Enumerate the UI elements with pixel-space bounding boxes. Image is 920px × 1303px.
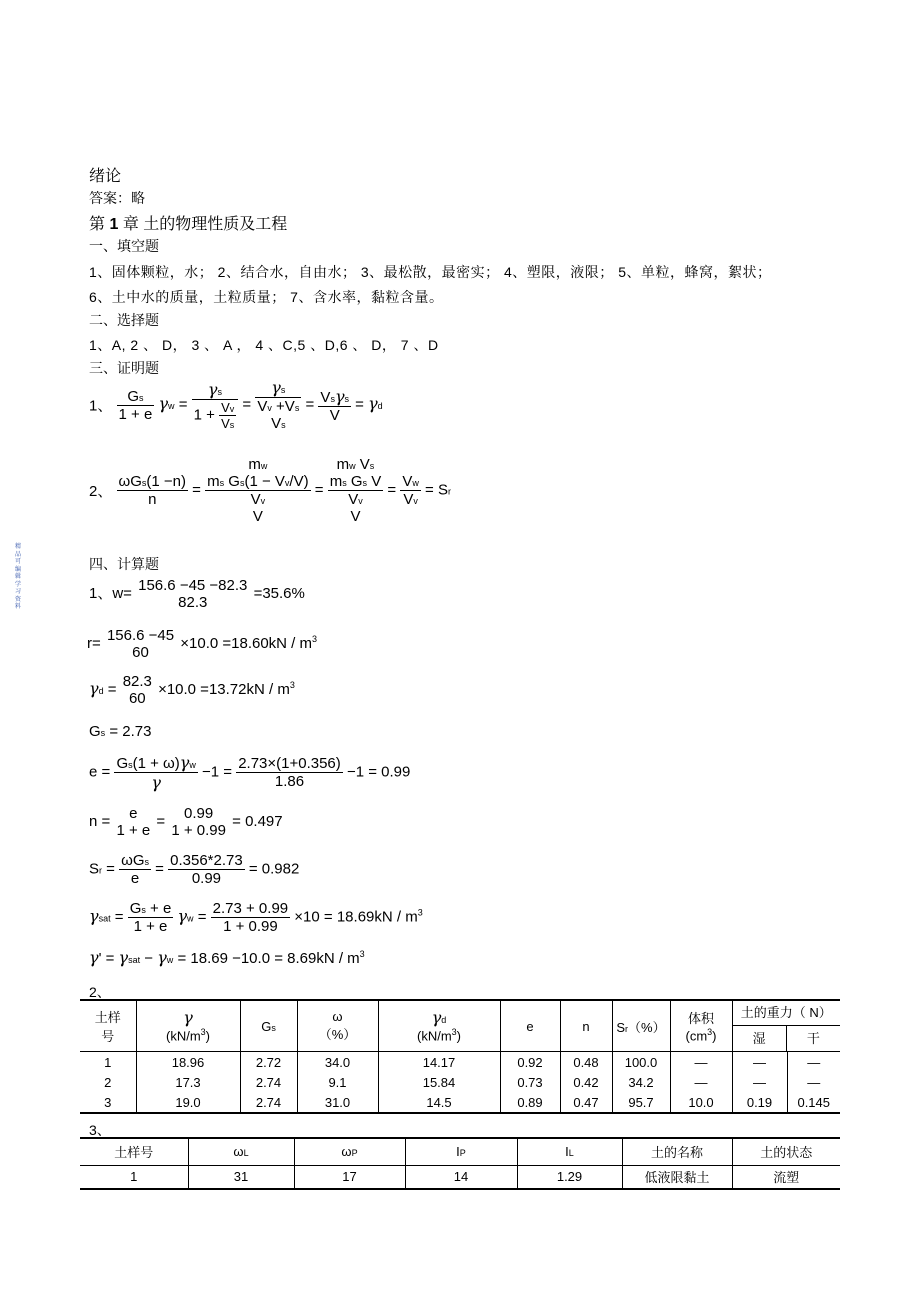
- section-choice: 二、选择题: [89, 312, 159, 328]
- calc-w: 1、w= 156.6 −45 −82.3 82.3 =35.6%: [89, 577, 305, 611]
- table2-row: 1 18.96 2.72 34.0 14.17 0.92 0.48 100.0 — — —: [80, 1052, 840, 1073]
- soil-table-3: [80, 1137, 840, 1190]
- calc-sr: Sr = $\frac{\text{ωGs}}{e}$ = $\frac{0.356*2.73}{0.99}$ = 0.982: [89, 852, 300, 887]
- soil-table-2: [80, 999, 840, 1114]
- proof-2: 2、 $\frac{\text{ωGs(1 −n)}}{n}$ = mw ms Gs(1 − Vv/V) Vv V = mw Vs ms Gs V Vv V = $\frac{Vw}{Vv}$ = Sr: [89, 456, 451, 525]
- chapter-title: 第 1 章 土的物理性质及工程: [89, 216, 288, 233]
- table2-header: 土样 号 γ $(kN/m^3)$ Gs ω （%） γd $(kN/m^3)$ e n Sr（%） 体积 $(cm^3)$ 土的重力（ N） 湿 干: [80, 1000, 840, 1052]
- fill-answers-1: 1、固体颗粒，水； 2、结合水，自由水； 3、最松散，最密实； 4、塑限，液限； 5、单粒，蜂窝，絮状；: [89, 264, 772, 280]
- calc-gamma-sat: γsat = $\frac{Gs + e}{1 + e}$ γw = $\frac{2.73 + 0.99}{1 + 0.99}$ $\times 10 = 18.69kN / m^3$: [89, 900, 423, 935]
- intro-title: 绪论: [89, 168, 122, 185]
- intro-answer: 答案：略: [89, 190, 145, 206]
- label-3: 3、: [89, 1122, 111, 1138]
- label-2: 2、: [89, 984, 111, 1000]
- table3-row: 1 31 17 14 1.29 低液限黏土 流塑: [80, 1165, 840, 1189]
- section-calc: 四、计算题: [89, 556, 159, 572]
- section-fill: 一、填空题: [89, 238, 159, 254]
- choice-answers: 1、A, 2 、 D， 3 、 A ， 4 、C,5 、D,6 、 D， 7 、D: [89, 337, 439, 353]
- proof-1: 1、 $\frac{Gs}{1 + e}$ γw = γs 1 + $\frac{Vv}{Vs}$ = γs Vv +Vs Vs = $\frac{\text{Vsγs}}{V}$ = γd: [89, 378, 383, 432]
- calc-r: r= 156.6 −45 60 $\times 10.0 =18.60kN / m^3$: [87, 627, 318, 661]
- calc-gamma-prime: $\gamma' = \gamma sat - \gamma w = 18.69 -10.0 = 8.69kN / m^3$: [89, 948, 365, 967]
- table2-row: 3 19.0 2.74 31.0 14.5 0.89 0.47 95.7 10.0 0.19 0.145: [80, 1092, 840, 1113]
- fill-answers-2: 6、土中水的质量，土粒质量； 7、含水率，黏粒含量。: [89, 289, 444, 305]
- side-watermark-note: 精品可编辑学习资料: [14, 544, 21, 610]
- table3-header: 土样号 ωL ωP IP IL 土的名称 土的状态: [80, 1138, 840, 1165]
- calc-gamma-d: γd = 82.3 60 $\times 10.0 =13.72kN / m^3$: [89, 673, 295, 707]
- calc-e: e = $\frac{Gs(1 + \omega)\gamma w}{\gamma}$ −1 = $\frac{2.73\times(1+0.356)}{1.86}$ −1 = 0.99: [89, 753, 411, 792]
- section-proof: 三、证明题: [89, 360, 159, 376]
- calc-gs: Gs = 2.73: [89, 723, 152, 740]
- calc-n: n = e 1 + e = 0.99 1 + 0.99 = 0.497: [89, 805, 283, 839]
- table2-row: 2 17.3 2.74 9.1 15.84 0.73 0.42 34.2 — — —: [80, 1072, 840, 1092]
